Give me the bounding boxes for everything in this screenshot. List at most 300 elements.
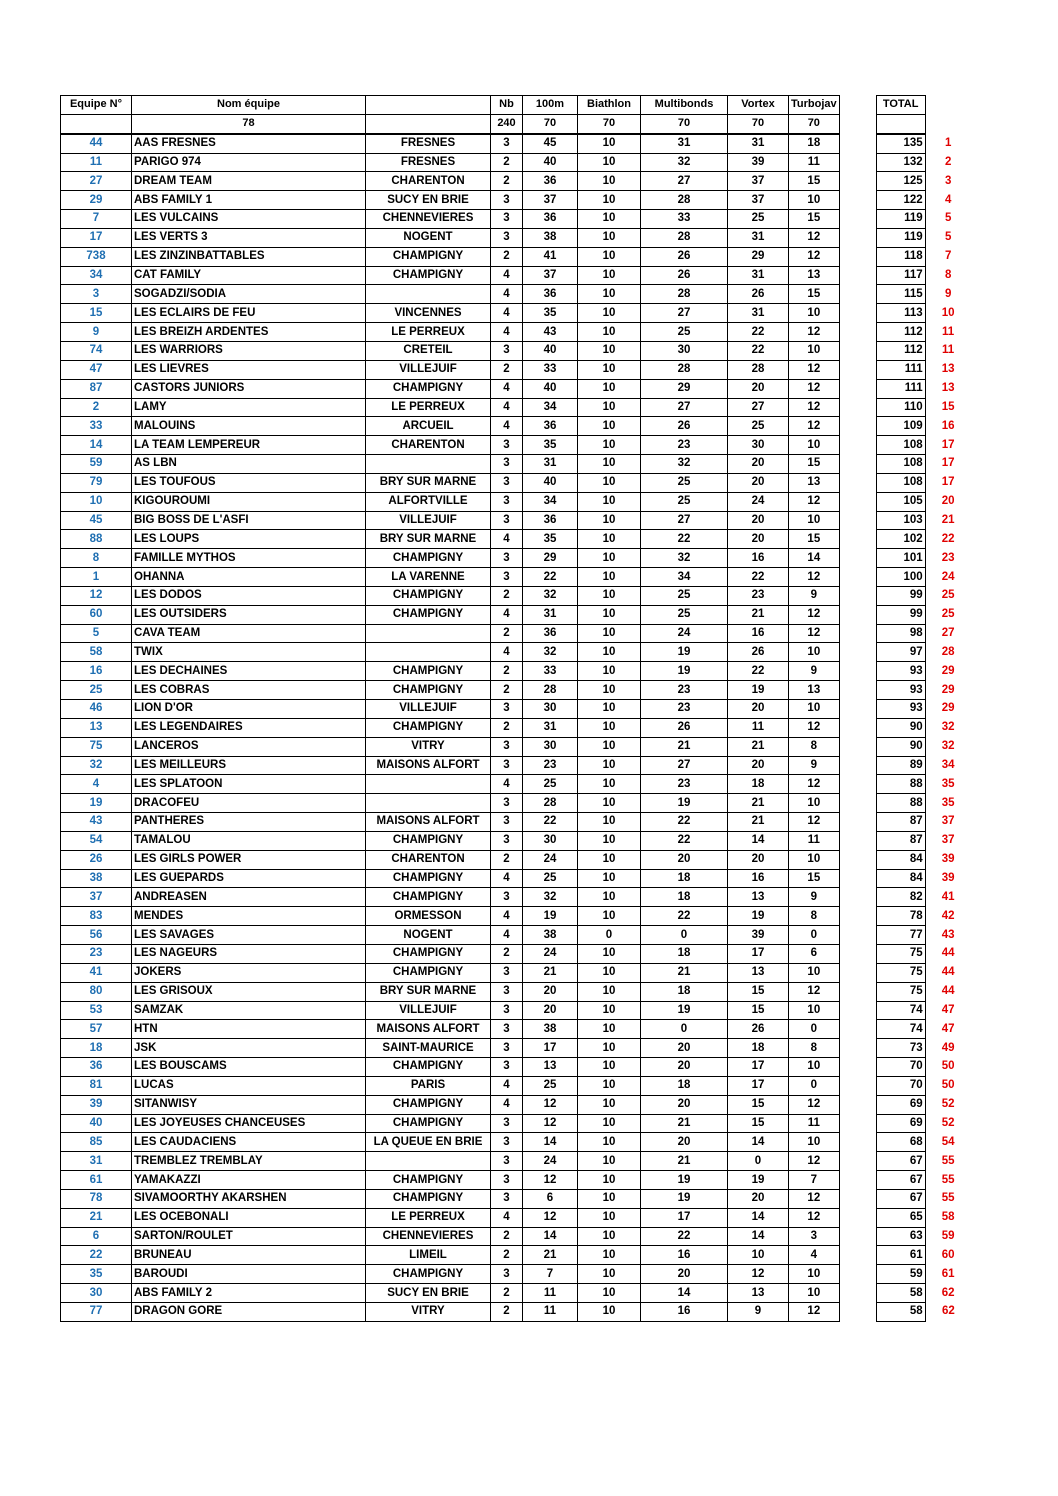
- score-biathlon: 10: [578, 530, 641, 549]
- score-vortex: 30: [728, 436, 789, 455]
- score-biathlon: 10: [578, 681, 641, 700]
- score-multibonds: 22: [641, 813, 728, 832]
- team-number: 8: [61, 549, 132, 568]
- score-vortex: 26: [728, 1020, 789, 1039]
- team-number: 30: [61, 1284, 132, 1303]
- team-number: 77: [61, 1303, 132, 1322]
- score-vortex: 29: [728, 247, 789, 266]
- team-name: ABS FAMILY 2: [132, 1284, 366, 1303]
- score-biathlon: 10: [578, 379, 641, 398]
- score-total: 113: [876, 304, 925, 323]
- table-row: [61, 455, 972, 474]
- team-size: 2: [491, 247, 523, 266]
- team-city: CHAMPIGNY: [366, 266, 491, 285]
- table-row: [61, 417, 972, 436]
- score-100m: 31: [523, 455, 578, 474]
- score-biathlon: 10: [578, 304, 641, 323]
- score-vortex: 13: [728, 1284, 789, 1303]
- score-turbojav: 10: [789, 850, 840, 869]
- score-100m: 23: [523, 756, 578, 775]
- score-total: 93: [876, 681, 925, 700]
- score-multibonds: 25: [641, 605, 728, 624]
- score-turbojav: 13: [789, 681, 840, 700]
- table-row: [61, 1114, 972, 1133]
- score-vortex: 16: [728, 869, 789, 888]
- score-multibonds: 27: [641, 172, 728, 191]
- team-size: 3: [491, 756, 523, 775]
- score-100m: 12: [523, 1114, 578, 1133]
- team-number: 10: [61, 492, 132, 511]
- score-100m: 28: [523, 794, 578, 813]
- team-size: 2: [491, 624, 523, 643]
- score-100m: 41: [523, 247, 578, 266]
- score-multibonds: 20: [641, 1039, 728, 1058]
- score-biathlon: 10: [578, 511, 641, 530]
- score-multibonds: 23: [641, 700, 728, 719]
- score-vortex: 39: [728, 153, 789, 172]
- score-turbojav: 10: [789, 511, 840, 530]
- score-total: 100: [876, 568, 925, 587]
- score-turbojav: 9: [789, 662, 840, 681]
- score-100m: 38: [523, 926, 578, 945]
- subheader-empty: [61, 114, 132, 133]
- team-size: 4: [491, 285, 523, 304]
- score-multibonds: 25: [641, 492, 728, 511]
- table-row: [61, 700, 972, 719]
- score-multibonds: 28: [641, 228, 728, 247]
- score-turbojav: 12: [789, 1189, 840, 1208]
- team-name: LES DODOS: [132, 586, 366, 605]
- score-turbojav: 12: [789, 1208, 840, 1227]
- team-size: 4: [491, 605, 523, 624]
- score-100m: 33: [523, 662, 578, 681]
- score-biathlon: 10: [578, 247, 641, 266]
- table-row: [61, 1246, 972, 1265]
- score-100m: 36: [523, 172, 578, 191]
- spacer: [839, 1020, 876, 1039]
- rank: 61: [941, 1267, 955, 1280]
- team-size: 2: [491, 944, 523, 963]
- table-row: [61, 775, 972, 794]
- rank: 43: [941, 928, 955, 941]
- rank: 29: [941, 683, 955, 696]
- team-number: 46: [61, 700, 132, 719]
- rank: 32: [941, 721, 955, 734]
- score-100m: 32: [523, 586, 578, 605]
- table-row: [61, 1152, 972, 1171]
- team-size: 3: [491, 1152, 523, 1171]
- spacer: [839, 586, 876, 605]
- team-name: LAMY: [132, 398, 366, 417]
- table-row: [61, 1020, 972, 1039]
- team-number: 40: [61, 1114, 132, 1133]
- table-row: [61, 1058, 972, 1077]
- score-total: 74: [876, 1020, 925, 1039]
- team-city: CHAMPIGNY: [366, 379, 491, 398]
- team-size: 4: [491, 926, 523, 945]
- score-vortex: 23: [728, 586, 789, 605]
- score-multibonds: 28: [641, 360, 728, 379]
- team-name: LES MEILLEURS: [132, 756, 366, 775]
- team-size: 3: [491, 963, 523, 982]
- team-name: FAMILLE MYTHOS: [132, 549, 366, 568]
- score-vortex: 22: [728, 323, 789, 342]
- score-biathlon: 10: [578, 813, 641, 832]
- score-total: 70: [876, 1058, 925, 1077]
- team-size: 3: [491, 813, 523, 832]
- table-row: [61, 379, 972, 398]
- table-row: [61, 1208, 972, 1227]
- table-row: [61, 1189, 972, 1208]
- rank: 47: [941, 1022, 955, 1035]
- score-turbojav: 0: [789, 926, 840, 945]
- team-name: LES GRISOUX: [132, 982, 366, 1001]
- score-100m: 22: [523, 568, 578, 587]
- team-name: OHANNA: [132, 568, 366, 587]
- results-table: [60, 95, 972, 1322]
- score-biathlon: 10: [578, 568, 641, 587]
- score-total: 117: [876, 266, 925, 285]
- score-turbojav: 10: [789, 341, 840, 360]
- score-multibonds: 26: [641, 417, 728, 436]
- score-multibonds: 19: [641, 1001, 728, 1020]
- score-turbojav: 0: [789, 1076, 840, 1095]
- score-100m: 17: [523, 1039, 578, 1058]
- score-total: 75: [876, 944, 925, 963]
- team-name: LANCEROS: [132, 737, 366, 756]
- team-number: 2: [61, 398, 132, 417]
- team-number: 36: [61, 1058, 132, 1077]
- team-city: CHAMPIGNY: [366, 944, 491, 963]
- score-total: 87: [876, 831, 925, 850]
- team-number: 57: [61, 1020, 132, 1039]
- score-vortex: 13: [728, 963, 789, 982]
- score-biathlon: 10: [578, 1039, 641, 1058]
- team-number: 41: [61, 963, 132, 982]
- team-city: SUCY EN BRIE: [366, 191, 491, 210]
- team-name: JSK: [132, 1039, 366, 1058]
- team-number: 60: [61, 605, 132, 624]
- table-row: [61, 1001, 972, 1020]
- team-city: CHARENTON: [366, 850, 491, 869]
- team-size: 2: [491, 586, 523, 605]
- table-row: [61, 624, 972, 643]
- score-total: 67: [876, 1189, 925, 1208]
- team-name: MALOUINS: [132, 417, 366, 436]
- subheader-team-count: 78: [132, 114, 366, 133]
- team-city: MAISONS ALFORT: [366, 1020, 491, 1039]
- spacer: [839, 605, 876, 624]
- team-city: CHAMPIGNY: [366, 1095, 491, 1114]
- score-vortex: 31: [728, 266, 789, 285]
- score-vortex: 27: [728, 398, 789, 417]
- score-multibonds: 20: [641, 1058, 728, 1077]
- score-100m: 12: [523, 1171, 578, 1190]
- score-100m: 35: [523, 436, 578, 455]
- team-size: 4: [491, 1076, 523, 1095]
- score-vortex: 31: [728, 304, 789, 323]
- rank: 4: [944, 193, 952, 206]
- score-biathlon: 10: [578, 1171, 641, 1190]
- score-biathlon: 10: [578, 153, 641, 172]
- rank: 21: [941, 513, 955, 526]
- score-multibonds: 16: [641, 1246, 728, 1265]
- spacer: [839, 530, 876, 549]
- rank: 47: [941, 1003, 955, 1016]
- score-100m: 35: [523, 530, 578, 549]
- spacer: [839, 473, 876, 492]
- rank: 22: [941, 532, 955, 545]
- team-name: MENDES: [132, 907, 366, 926]
- spacer: [839, 266, 876, 285]
- team-size: 3: [491, 436, 523, 455]
- team-size: 2: [491, 172, 523, 191]
- score-total: 70: [876, 1076, 925, 1095]
- team-size: 2: [491, 681, 523, 700]
- col-header-team-no: Equipe N°: [61, 96, 132, 115]
- score-100m: 40: [523, 153, 578, 172]
- rank: 34: [941, 758, 955, 771]
- score-100m: 14: [523, 1227, 578, 1246]
- score-total: 108: [876, 473, 925, 492]
- team-size: 2: [491, 360, 523, 379]
- team-size: 3: [491, 568, 523, 587]
- score-turbojav: 15: [789, 172, 840, 191]
- subheader-100m: 70: [523, 114, 578, 133]
- score-multibonds: 26: [641, 718, 728, 737]
- team-number: 26: [61, 850, 132, 869]
- team-size: 3: [491, 700, 523, 719]
- team-city: NOGENT: [366, 228, 491, 247]
- score-multibonds: 19: [641, 1189, 728, 1208]
- score-vortex: 37: [728, 172, 789, 191]
- team-name: LES VULCAINS: [132, 210, 366, 229]
- score-turbojav: 12: [789, 1152, 840, 1171]
- rank: 58: [941, 1211, 955, 1224]
- score-biathlon: 10: [578, 398, 641, 417]
- spacer: [839, 662, 876, 681]
- team-name: LES OUTSIDERS: [132, 605, 366, 624]
- score-100m: 14: [523, 1133, 578, 1152]
- score-100m: 21: [523, 963, 578, 982]
- score-100m: 7: [523, 1265, 578, 1284]
- score-biathlon: 10: [578, 285, 641, 304]
- team-name: LES TOUFOUS: [132, 473, 366, 492]
- team-number: 81: [61, 1076, 132, 1095]
- rank: 17: [941, 476, 955, 489]
- score-biathlon: 10: [578, 455, 641, 474]
- table-row: [61, 436, 972, 455]
- spacer: [839, 455, 876, 474]
- col-header-team-name: Nom équipe: [132, 96, 366, 115]
- team-number: 61: [61, 1171, 132, 1190]
- score-multibonds: 19: [641, 1171, 728, 1190]
- score-100m: 29: [523, 549, 578, 568]
- team-name: CAVA TEAM: [132, 624, 366, 643]
- table-row: [61, 869, 972, 888]
- rank: 55: [941, 1192, 955, 1205]
- team-number: 738: [61, 247, 132, 266]
- score-turbojav: 4: [789, 1246, 840, 1265]
- score-vortex: 14: [728, 831, 789, 850]
- table-row: [61, 1227, 972, 1246]
- score-total: 98: [876, 624, 925, 643]
- score-turbojav: 12: [789, 492, 840, 511]
- score-total: 132: [876, 153, 925, 172]
- team-number: 1: [61, 568, 132, 587]
- team-name: LION D'OR: [132, 700, 366, 719]
- score-vortex: 20: [728, 530, 789, 549]
- team-name: CAT FAMILY: [132, 266, 366, 285]
- score-total: 108: [876, 455, 925, 474]
- team-city: VILLEJUIF: [366, 1001, 491, 1020]
- score-biathlon: 10: [578, 1076, 641, 1095]
- score-multibonds: 22: [641, 831, 728, 850]
- score-biathlon: 10: [578, 907, 641, 926]
- score-100m: 30: [523, 737, 578, 756]
- score-vortex: 37: [728, 191, 789, 210]
- score-biathlon: 10: [578, 944, 641, 963]
- rank: 11: [942, 325, 955, 338]
- spacer: [839, 228, 876, 247]
- rank: 32: [941, 740, 955, 753]
- score-multibonds: 24: [641, 624, 728, 643]
- score-turbojav: 11: [789, 1114, 840, 1133]
- score-multibonds: 22: [641, 907, 728, 926]
- score-vortex: 0: [728, 1152, 789, 1171]
- score-multibonds: 28: [641, 285, 728, 304]
- score-turbojav: 18: [789, 134, 840, 153]
- score-biathlon: 10: [578, 982, 641, 1001]
- team-size: 3: [491, 473, 523, 492]
- team-name: LUCAS: [132, 1076, 366, 1095]
- team-number: 78: [61, 1189, 132, 1208]
- rank: 55: [941, 1154, 955, 1167]
- team-size: 4: [491, 304, 523, 323]
- score-multibonds: 19: [641, 662, 728, 681]
- spacer: [839, 436, 876, 455]
- rank: 29: [941, 664, 955, 677]
- team-city: [366, 455, 491, 474]
- score-total: 67: [876, 1152, 925, 1171]
- table-row: [61, 1133, 972, 1152]
- team-city: VITRY: [366, 737, 491, 756]
- team-size: 3: [491, 455, 523, 474]
- team-city: LIMEIL: [366, 1246, 491, 1265]
- score-turbojav: 10: [789, 643, 840, 662]
- score-biathlon: 10: [578, 228, 641, 247]
- spacer: [839, 549, 876, 568]
- score-total: 63: [876, 1227, 925, 1246]
- table-row: [61, 153, 972, 172]
- score-biathlon: 10: [578, 191, 641, 210]
- table-row: [61, 756, 972, 775]
- score-100m: 31: [523, 605, 578, 624]
- score-multibonds: 30: [641, 341, 728, 360]
- score-biathlon: 10: [578, 473, 641, 492]
- score-vortex: 15: [728, 1095, 789, 1114]
- score-turbojav: 12: [789, 1303, 840, 1322]
- team-number: 3: [61, 285, 132, 304]
- table-row: [61, 982, 972, 1001]
- score-turbojav: 12: [789, 379, 840, 398]
- score-biathlon: 10: [578, 1189, 641, 1208]
- team-city: LA VARENNE: [366, 568, 491, 587]
- score-turbojav: 15: [789, 210, 840, 229]
- score-vortex: 9: [728, 1303, 789, 1322]
- score-turbojav: 12: [789, 982, 840, 1001]
- spacer: [839, 1265, 876, 1284]
- spacer: [839, 1227, 876, 1246]
- rank: 20: [941, 495, 955, 508]
- score-vortex: 17: [728, 1058, 789, 1077]
- rank: 24: [941, 570, 955, 583]
- table-row: [61, 134, 972, 153]
- table-row: [61, 304, 972, 323]
- score-multibonds: 23: [641, 436, 728, 455]
- score-multibonds: 27: [641, 756, 728, 775]
- team-city: CHAMPIGNY: [366, 1265, 491, 1284]
- score-turbojav: 8: [789, 1039, 840, 1058]
- table-row: [61, 643, 972, 662]
- score-multibonds: 31: [641, 134, 728, 153]
- score-100m: 34: [523, 492, 578, 511]
- score-vortex: 10: [728, 1246, 789, 1265]
- team-number: 35: [61, 1265, 132, 1284]
- spacer: [839, 888, 876, 907]
- score-vortex: 26: [728, 643, 789, 662]
- score-100m: 12: [523, 1208, 578, 1227]
- score-multibonds: 18: [641, 888, 728, 907]
- team-number: 9: [61, 323, 132, 342]
- team-name: KIGOUROUMI: [132, 492, 366, 511]
- score-100m: 37: [523, 266, 578, 285]
- table-row: [61, 926, 972, 945]
- table-row: [61, 888, 972, 907]
- spacer: [839, 96, 876, 115]
- score-multibonds: 27: [641, 398, 728, 417]
- score-100m: 40: [523, 473, 578, 492]
- subheader-biathlon: 70: [578, 114, 641, 133]
- team-number: 16: [61, 662, 132, 681]
- spacer: [839, 285, 876, 304]
- score-total: 112: [876, 341, 925, 360]
- team-size: 3: [491, 191, 523, 210]
- team-number: 37: [61, 888, 132, 907]
- score-turbojav: 10: [789, 304, 840, 323]
- team-number: 15: [61, 304, 132, 323]
- spacer: [839, 511, 876, 530]
- score-total: 118: [876, 247, 925, 266]
- team-number: 38: [61, 869, 132, 888]
- score-biathlon: 10: [578, 643, 641, 662]
- rank: 28: [941, 645, 955, 658]
- score-total: 97: [876, 643, 925, 662]
- score-vortex: 21: [728, 794, 789, 813]
- results-sheet: [60, 95, 972, 1322]
- team-city: [366, 775, 491, 794]
- score-total: 119: [876, 228, 925, 247]
- score-total: 93: [876, 700, 925, 719]
- score-total: 68: [876, 1133, 925, 1152]
- score-100m: 25: [523, 869, 578, 888]
- spacer: [839, 417, 876, 436]
- team-name: LES NAGEURS: [132, 944, 366, 963]
- team-city: MAISONS ALFORT: [366, 813, 491, 832]
- team-number: 34: [61, 266, 132, 285]
- team-size: 4: [491, 417, 523, 436]
- score-multibonds: 26: [641, 266, 728, 285]
